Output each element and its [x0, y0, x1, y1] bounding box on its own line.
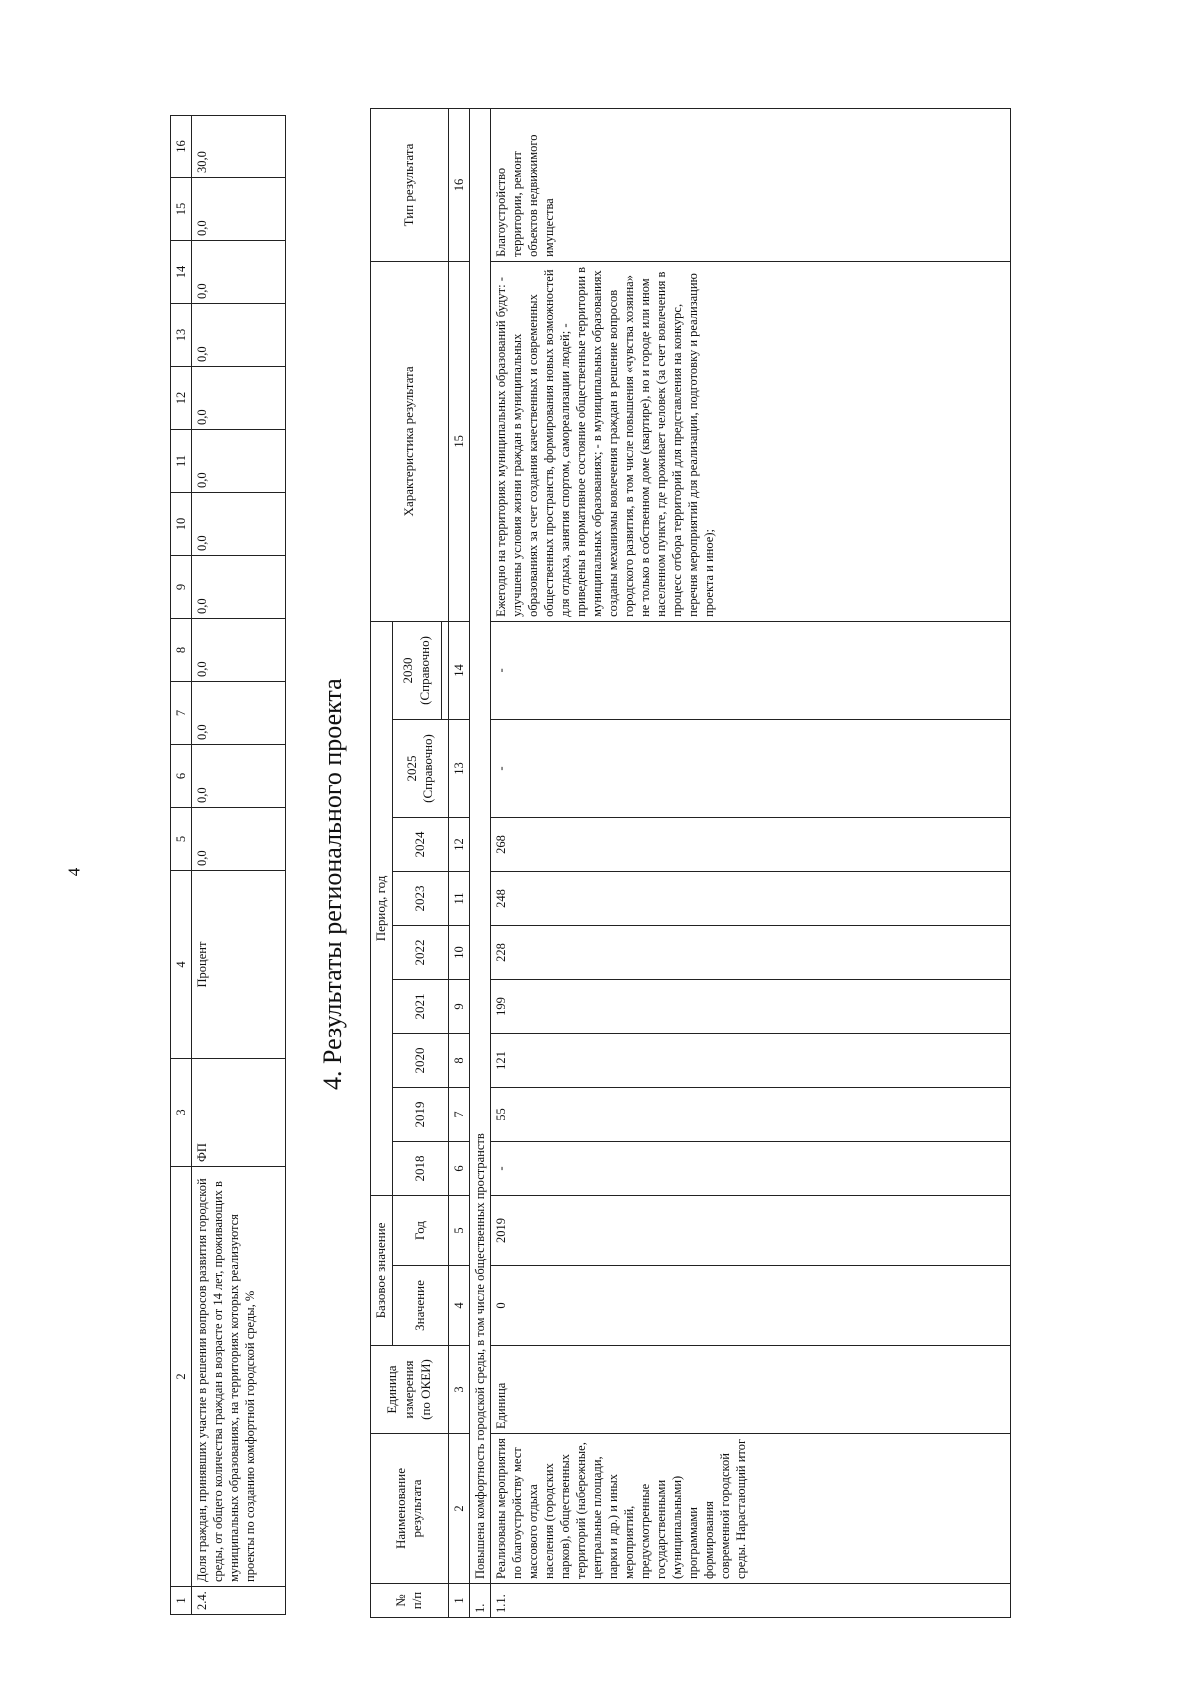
- header-year: 2018: [392, 1141, 448, 1195]
- header-year-2025: 2025 (Справочно): [392, 719, 448, 817]
- col-number: 5: [171, 808, 192, 871]
- header-base-value: Значение: [392, 1266, 448, 1346]
- result-year-value: 55: [490, 1087, 1010, 1141]
- col-number: 5: [448, 1195, 469, 1265]
- indicator-value: 30,0: [192, 116, 286, 178]
- header-unit: Единица измерения (по ОКЕИ): [371, 1346, 449, 1434]
- result-year-value: 121: [490, 1033, 1010, 1087]
- header-characteristic: Характеристика результата: [371, 261, 449, 621]
- col-number: 12: [171, 367, 192, 430]
- result-base-value: 0: [490, 1266, 1010, 1346]
- indicator-value: 0,0: [192, 745, 286, 808]
- col-number: 4: [171, 871, 192, 1059]
- results-header-row-1: [371, 109, 393, 1618]
- result-characteristic: Ежегодно на территориях муниципальных образований будут: - улучшены условия жизни граждан в муниципальных образованиях за счет создания качественных и современных общественных пространств, формирования новых возможностей для отдыха, занятия спортом, самореализации людей; - приведены в нормативное состояние общественные территории в муниципальных образованиях; - в муниципальных образованиях созданы механизмы вовлечения граждан в решение вопросов городского развития, в том числе повышения «чувства хозяина» не только в собственном доме (квартире), но и городе или ином населенном пункте, где проживает человек (за счет вовлечения в процесс отбора территорий для представления на конкурс, перечня мероприятий для реализации, подготовку и реализацию проекта и иное);: [490, 261, 1010, 621]
- results-table-block: [370, 108, 1011, 1618]
- result-year-value: -: [490, 1141, 1010, 1195]
- col-number: 6: [171, 745, 192, 808]
- indicators-table: [170, 115, 286, 1615]
- col-number: 10: [171, 493, 192, 556]
- header-type: Тип результата: [371, 109, 449, 262]
- indicator-row: [192, 116, 286, 1615]
- indicator-value: 0,0: [192, 430, 286, 493]
- col-number: 16: [171, 116, 192, 178]
- col-number: 7: [171, 682, 192, 745]
- col-number: 14: [171, 241, 192, 304]
- result-number: 1.1.: [490, 1584, 1010, 1618]
- result-2030-value: -: [490, 621, 1010, 719]
- col-number: 1: [171, 1587, 192, 1615]
- result-row: [490, 109, 1010, 1618]
- header-base: Базовое значение: [371, 1195, 393, 1345]
- col-number: 3: [171, 1059, 192, 1167]
- col-number: 11: [448, 871, 469, 925]
- header-year: 2021: [392, 979, 448, 1033]
- indicator-value: 0,0: [192, 682, 286, 745]
- col-number: 3: [448, 1346, 469, 1434]
- header-year-2030: 2030 (Справочно): [392, 621, 441, 719]
- col-number: 6: [448, 1141, 469, 1195]
- header-year: 2020: [392, 1033, 448, 1087]
- indicator-value: 0,0: [192, 808, 286, 871]
- header-year: 2023: [392, 871, 448, 925]
- col-number: 16: [448, 109, 469, 262]
- result-unit: Единица: [490, 1346, 1010, 1434]
- col-number: 4: [448, 1266, 469, 1346]
- indicator-unit: Процент: [192, 871, 286, 1059]
- indicator-value: 0,0: [192, 619, 286, 682]
- col-number: 10: [448, 925, 469, 979]
- col-number: 1: [448, 1584, 469, 1618]
- col-number: 8: [448, 1033, 469, 1087]
- header-year: 2022: [392, 925, 448, 979]
- result-name: Реализованы мероприятия по благоустройству мест массового отдыха населения (городских парков), общественных территорий (набережные, центральные площади, парки и др.) и иных мероприятий, предусмотренные государственными (муниципальными) программами формирования современной городской среды. Нарастающий итог: [490, 1434, 1010, 1584]
- page-number: 4: [64, 867, 84, 877]
- results-group-row: [469, 109, 490, 1618]
- result-2025-value: -: [490, 719, 1010, 817]
- indicator-number: 2.4.: [192, 1587, 286, 1615]
- section-title: 4. Результаты регионального проекта: [318, 678, 347, 1090]
- header-year: 2019: [392, 1087, 448, 1141]
- results-column-numbers: [448, 109, 469, 1618]
- col-number: 13: [448, 719, 469, 817]
- indicators-header-row: [171, 116, 192, 1615]
- col-number: 7: [448, 1087, 469, 1141]
- group-title: Повышена комфортность городской среды, в том числе общественных пространств: [469, 109, 490, 1584]
- col-number: 15: [448, 261, 469, 621]
- result-year-value: 268: [490, 817, 1010, 871]
- col-number: 12: [448, 817, 469, 871]
- result-year-value: 199: [490, 979, 1010, 1033]
- col-number: 11: [171, 430, 192, 493]
- col-number: 15: [171, 178, 192, 241]
- header-spacer: [441, 621, 448, 719]
- col-number: 9: [448, 979, 469, 1033]
- header-period: Период, год: [371, 621, 393, 1195]
- indicator-value: 0,0: [192, 556, 286, 619]
- indicators-table-block: [170, 115, 286, 1615]
- header-year: 2024: [392, 817, 448, 871]
- result-base-year: 2019: [490, 1195, 1010, 1265]
- indicator-value: 0,0: [192, 178, 286, 241]
- col-number: 8: [171, 619, 192, 682]
- group-number: 1.: [469, 1584, 490, 1618]
- indicator-value: 0,0: [192, 367, 286, 430]
- result-year-value: 228: [490, 925, 1010, 979]
- col-number: 2: [171, 1167, 192, 1587]
- indicator-name: Доля граждан, принявших участие в решении вопросов развития городской среды, от общего количества граждан в возрасте от 14 лет, проживающих в муниципальных образованиях, на территориях которых реализуются проекты по созданию комфортной городской среды, %: [192, 1167, 286, 1587]
- col-number: 13: [171, 304, 192, 367]
- header-no: № п/п: [371, 1584, 449, 1618]
- col-number: 2: [448, 1434, 469, 1584]
- indicator-level: ФП: [192, 1059, 286, 1167]
- result-type: Благоустройство территории, ремонт объектов недвижимого имущества: [490, 109, 1010, 262]
- header-name: Наименование результата: [371, 1434, 449, 1584]
- header-base-year: Год: [392, 1195, 448, 1265]
- results-table: [370, 108, 1011, 1618]
- result-year-value: 248: [490, 871, 1010, 925]
- indicator-value: 0,0: [192, 493, 286, 556]
- col-number: 9: [171, 556, 192, 619]
- indicator-value: 0,0: [192, 304, 286, 367]
- col-number: 14: [448, 621, 469, 719]
- indicator-value: 0,0: [192, 241, 286, 304]
